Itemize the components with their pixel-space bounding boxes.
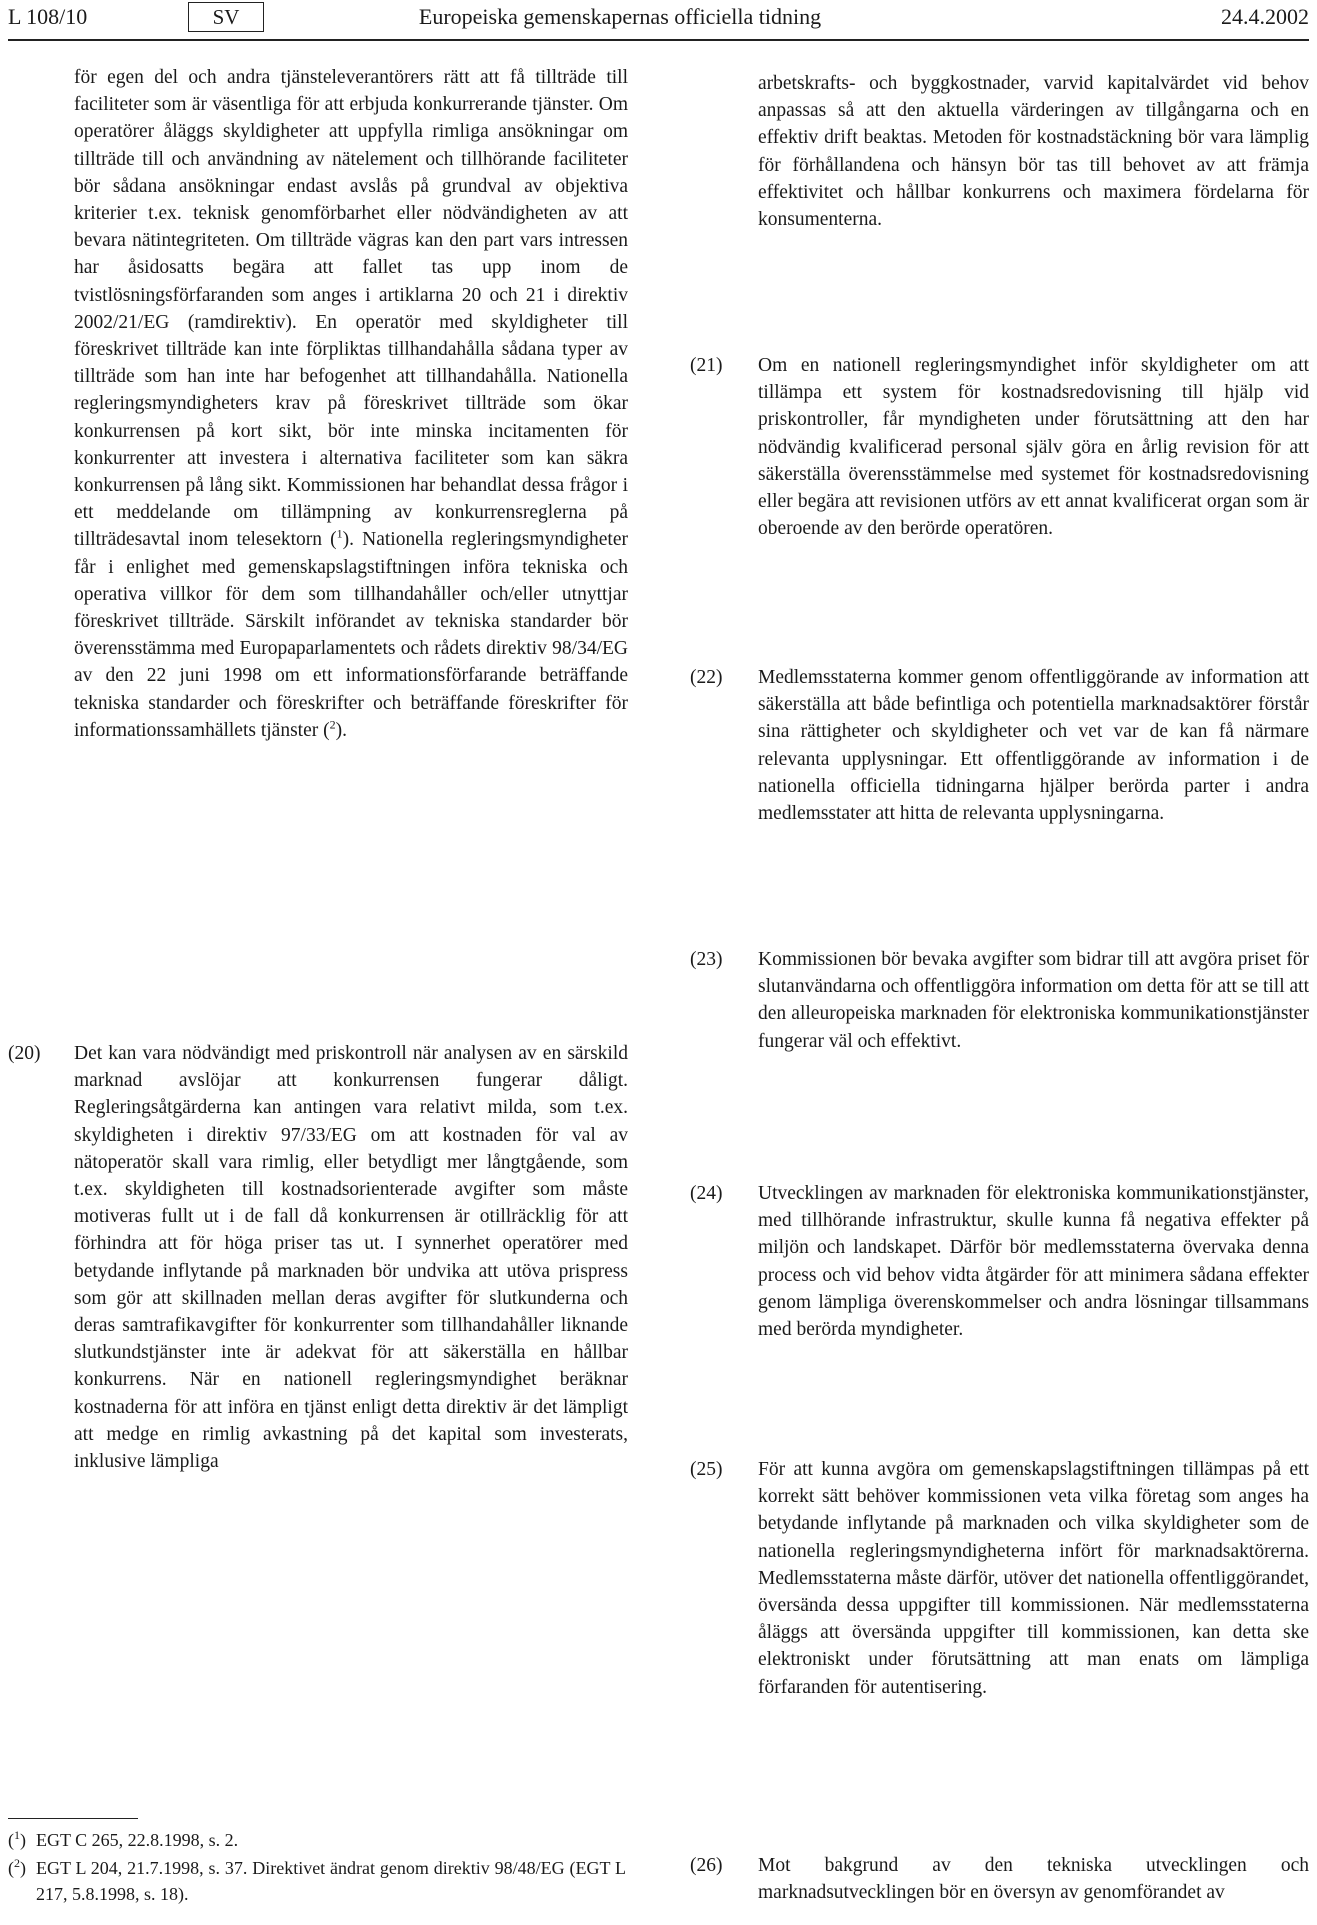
footnote-ref-2[interactable]: 2: [329, 717, 336, 732]
recital-number: (25): [690, 1459, 723, 1480]
recital-text: Utvecklingen av marknaden för elektroniska kommunikationstjänster, med tillhörande infrastruktur, skulle kunna få negativa effekter på miljön och landskapet. Därför bör medlemsstaterna övervaka denna process och vid behov vidta åtgärder för att minimera sådana effekter genom lämpliga överenskommelser och andra lösningar tillsammans med berörda myndigheter.: [758, 1183, 1309, 1341]
footnote-number: 2: [14, 1856, 20, 1870]
right-continued-paragraph: arbetskrafts- och byggkostnader, varvid kapitalvärdet vid behov anpassas så att den aktuella värderingen av tillgångarna och en effektiv drift beaktas. Metoden för kostnadstäckning bör vara lämplig för förhållandena och hänsyn bör tas till behovet av att främja effektivitet och hållbar konkurrens och maximera fördelarna för konsumenterna.: [758, 73, 1309, 231]
journal-title: Europeiska gemenskapernas officiella tidning: [418, 4, 822, 29]
language-box: SV: [188, 2, 264, 32]
page-header: [8, 0, 1309, 40]
continued-text-b: ). Nationella regleringsmyndigheter får i enlighet med gemenskapslagstiftningen införa tekniska och operativa villkor för dem som tillhandahåller och/eller utnyttjar föreskrivet tillträde. Särskilt införandet av tekniska standarder bör överensstämma med Europaparlamentets och rådets direktiv 98/34/EG av den 22 juni 1998 om ett informationsförfarande beträffande tekniska standarder och föreskrifter och beträffande föreskrifter för informationssamhällets tjänster (: [74, 529, 628, 741]
footnote-1: ($^1$) EGT C 265, 22.8.1998, s. 2.: [8, 1827, 626, 1853]
footnote-number: 1: [14, 1828, 20, 1842]
recital-text: Det kan vara nödvändigt med priskontroll när analysen av en särskild marknad avslöjar att konkurrensen fungerar dåligt. Regleringsåtgärderna kan antingen vara relativt milda, som t.ex. skyldigheten i direktiv 97/33/EG om att kostnaden för val av nätoperatör skall vara rimlig, eller betydligt mer långtgående, som t.ex. skyldigheten till kostnadsorienterade avgifter som måste motiveras fullt ut i de fall då konkurrensen är otillräcklig för att förhindra att för höga priser tas ut. I synnerhet operatörer med betydande inflytande på marknaden bör undvika att utöva prispress som gör att skillnaden mellan deras avgifter för slutkunderna och deras samtrafikavgifter för konkurrenter som tillhandahåller liknande slutkundstjänster inte är adekvat för att säkerställa en hållbar konkurrens. När en nationell regleringsmyndighet beräknar kostnaderna för att införa en tjänst enligt detta direktiv är det lämpligt att medge en rimlig avkastning på det kapital som investerats, inklusive lämpliga: [74, 1043, 628, 1473]
recital-number: (21): [690, 355, 723, 376]
footnote-2: ($^2$) EGT L 204, 21.7.1998, s. 37. Direktivet ändrat genom direktiv 98/48/EG (EGT L 217, 5.8.1998, s. 18).: [8, 1855, 626, 1907]
continued-text-a: för egen del och andra tjänsteleverantörers rätt att få tillträde till faciliteter som är väsentliga för att erbjuda konkurrerande tjänster. Om operatörer åläggs skyldigheter att uppfylla rimliga ansökningar om tillträde till och användning av nätelement och tillhörande faciliteter bör sådana ansökningar endast avslås på grundval av objektiva kriterier t.ex. teknisk genomförbarhet eller nödvändigheten av att bevara nätintegriteten. Om tillträde vägras kan den part vars intressen har åsidosatts begära att fallet tas upp inom de tvistlösningsförfaranden som anges i artiklarna 20 och 21 i direktiv 2002/21/EG (ramdirektiv). En operatör med skyldigheter till föreskrivet tillträde kan inte förpliktas tillhandahålla sådana typer av tillträde som han inte har befogenhet att tillhandahålla. Nationella regleringsmyndigheters krav på föreskrivet tillträde som ökar konkurrensen på kort sikt, bör inte minska incitamenten för konkurrenter att investera i alternativa faciliteter som kan säkra konkurrensen på lång sikt. Kommissionen har behandlat dessa frågor i ett meddelande om tillämpning av konkurrensreglerna på tillträdesavtal inom telesektorn (: [74, 67, 628, 551]
recital-number: (26): [690, 1855, 723, 1876]
journal-reference: L 108/10: [8, 4, 88, 29]
footnote-rule: [8, 1818, 138, 1819]
continued-text-c: ).: [335, 719, 347, 741]
recital-text: Medlemsstaterna kommer genom offentliggörande av information att säkerställa att både befintliga och potentiella marknadsaktörer förstår sina rättigheter och skyldigheter och vet var de kan få närmare relevanta upplysningar. Ett offentliggörande av information i de nationella officiella tidningarna hjälper berörda parter i andra medlemsstater att hitta de relevanta upplysningarna.: [758, 667, 1309, 825]
recital-text: För att kunna avgöra om gemenskapslagstiftningen tillämpas på ett korrekt sätt behöver kommissionen veta vilka företag som anges ha betydande inflytande på marknaden och vilka skyldigheter som de nationella regleringsmyndigheterna infört för marknadsaktörerna. Medlemsstaterna måste därför, utöver det nationella offentliggörandet, översända dessa uppgifter till kommissionen. När medlemsstaterna åläggs att översända uppgifter till kommissionen, kan detta ske elektroniskt under förutsättning att man enats om lämpliga förfaranden för autentisering.: [758, 1459, 1309, 1698]
footnote-text: EGT C 265, 22.8.1998, s. 2.: [36, 1830, 239, 1850]
recital-number: (22): [690, 667, 723, 688]
recital-text: Mot bakgrund av den tekniska utvecklingen och marknadsutvecklingen bör en översyn av genomförandet av: [758, 1855, 1309, 1904]
publication-date: 24.4.2002: [1221, 4, 1309, 29]
recital-number: (20): [8, 1043, 41, 1064]
recital-text: Om en nationell regleringsmyndighet inför skyldigheter om att tillämpa ett system för kostnadsredovisning till hjälp vid priskontroller, får myndigheten under förutsättning att den har nödvändig kvalificerad personal själv göra en årlig revision för att säkerställa överensstämmelse med systemet för kostnadsredovisning eller begära att revisionen utförs av ett annat kvalificerat organ som är oberoende av den berörde operatören.: [758, 355, 1309, 540]
recital-number: (24): [690, 1183, 723, 1204]
footnote-ref-1[interactable]: 1: [336, 526, 343, 541]
footnote-text: EGT L 204, 21.7.1998, s. 37. Direktivet ändrat genom direktiv 98/48/EG (EGT L 217, 5.8.1998, s. 18).: [36, 1858, 626, 1904]
recital-text: Kommissionen bör bevaka avgifter som bidrar till att avgöra priset för slutanvändarna och offentliggöra information om detta för att se till att den alleuropeiska marknaden för elektroniska kommunikationstjänster fungerar väl och effektivt.: [758, 949, 1309, 1052]
header-rule: [8, 39, 1309, 41]
left-continued-paragraph: [74, 64, 628, 744]
recital-number: (23): [690, 949, 723, 970]
